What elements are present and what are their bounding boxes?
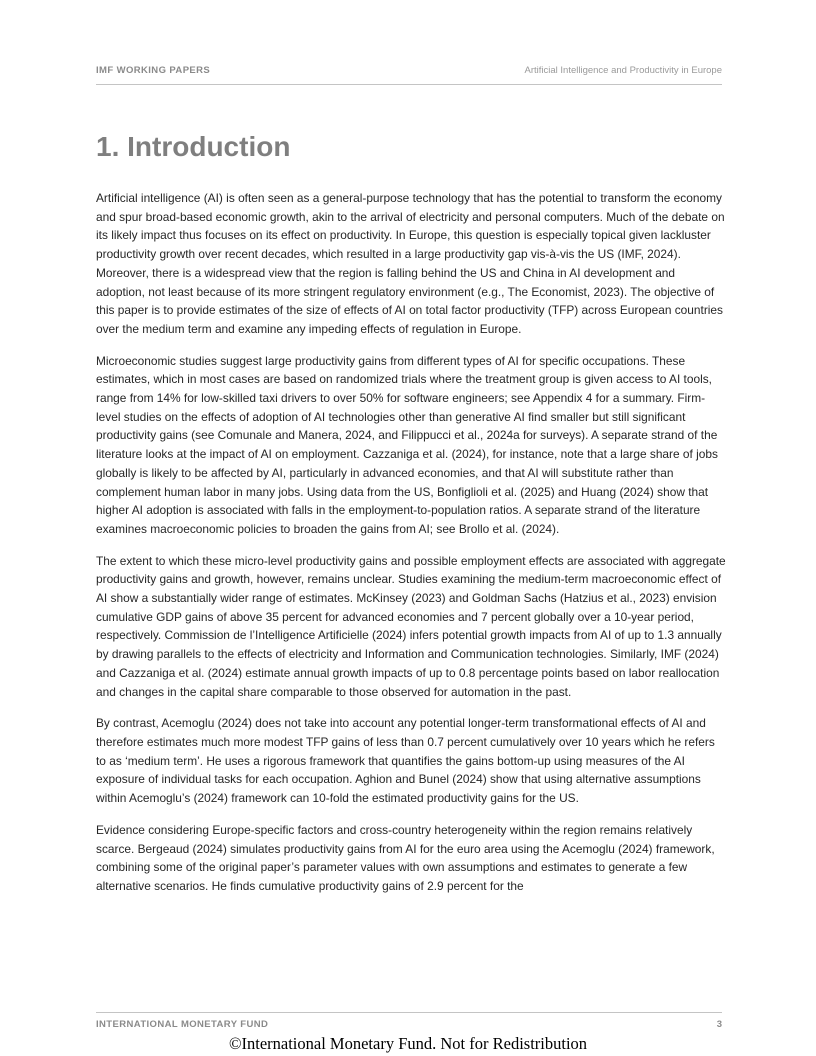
header-rule (96, 84, 722, 85)
running-footer-title: INTERNATIONAL MONETARY FUND (96, 1019, 269, 1030)
page-content (96, 131, 726, 909)
running-header (96, 65, 722, 76)
paragraph: The extent to which these micro-level productivity gains and possible employment effects are associated with aggregate productivity gains and growth, however, remains unclear. Studies examining the medium-term macroeconomic effect of AI show a substantially wider range of estimates. McKinsey (2023) and Goldman Sachs (Hatzius et al., 2023) envision cumulative GDP gains of above 35 percent for advanced economies and 7 percent globally over a 10-year period, respectively. Commission de l’Intelligence Artificielle (2024) infers potential growth impacts from AI of up to 1.3 annually by drawing parallels to the effects of electricity and Information and Communication technologies. Similarly, IMF (2024) and Cazzaniga et al. (2024) estimate annual growth impacts of up to 0.8 percentage points based on labor reallocation and changes in the capital share comparable to those observed for automation in the past. (96, 553, 726, 699)
paragraph: Artificial intelligence (AI) is often seen as a general-purpose technology that has the potential to transform the economy and spur broad-based economic growth, akin to the arrival of electricity and personal computers. Much of the debate on its likely impact thus focuses on its effect on productivity. In Europe, this question is especially topical given lackluster productivity growth over recent decades, which resulted in a large productivity gap vis-à-vis the US (IMF, 2024). Moreover, there is a widespread view that the region is falling behind the US and China in AI development and adoption, not least because of its more stringent regulatory environment (e.g., The Economist, 2023). The objective of this paper is to provide estimates of the size of effects of AI on total factor productivity (TFP) across European countries over the medium term and examine any impeding effects of regulation in Europe. (96, 191, 725, 336)
running-footer (96, 1019, 722, 1030)
running-header-subtitle: Artificial Intelligence and Productivity in Europe (524, 65, 722, 76)
section-title: 1. Introduction (96, 131, 291, 162)
copyright-notice: ©International Monetary Fund. Not for Redistribution (228, 1034, 588, 1053)
footer-rule (96, 1012, 722, 1013)
paragraph: Microeconomic studies suggest large productivity gains from different types of AI for specific occupations. These estimates, which in most cases are based on randomized trials where the treatment group is given access to AI tools, range from 14% for low-skilled taxi drivers to over 50% for software engineers; see Appendix 4 for a summary. Firm-level studies on the effects of adoption of AI technologies other than generative AI find smaller but still significant productivity gains (see Comunale and Manera, 2024, and Filippucci et al., 2024a for surveys). A separate strand of the literature looks at the impact of AI on employment. Cazzaniga et al. (2024), for instance, note that a large share of jobs globally is likely to be affected by AI, particularly in advanced economies, and that AI will substitute rather than complement human labor in many jobs. Using data from the US, Bonfiglioli et al. (2025) and Huang (2024) show that higher AI adoption is associated with falls in the employment-to-population ratios. A separate strand of the literature examines macroeconomic policies to broaden the gains from AI; see Brollo et al. (2024). (96, 353, 718, 536)
running-header-title: IMF WORKING PAPERS (96, 65, 211, 76)
page-number: 3 (716, 1019, 722, 1030)
paragraph: Evidence considering Europe-specific factors and cross-country heterogeneity within the region remains relatively scarce. Bergeaud (2024) simulates productivity gains from AI for the euro area using the Acemoglu (2024) framework, combining some of the original paper’s parameter values with own assumptions and estimates to generate a few alternative scenarios. He finds cumulative productivity gains of 2.9 percent for the (96, 822, 715, 893)
paragraph: By contrast, Acemoglu (2024) does not take into account any potential longer-term transformational effects of AI and therefore estimates much more modest TFP gains of less than 0.7 percent cumulatively over 10 years which he refers to as ‘medium term’. He uses a rigorous framework that quantifies the gains bottom-up using measures of the AI exposure of individual tasks for each occupation. Aghion and Bunel (2024) show that using alternative assumptions within Acemoglu’s (2024) framework can 10-fold the estimated productivity gains for the US. (96, 716, 715, 806)
